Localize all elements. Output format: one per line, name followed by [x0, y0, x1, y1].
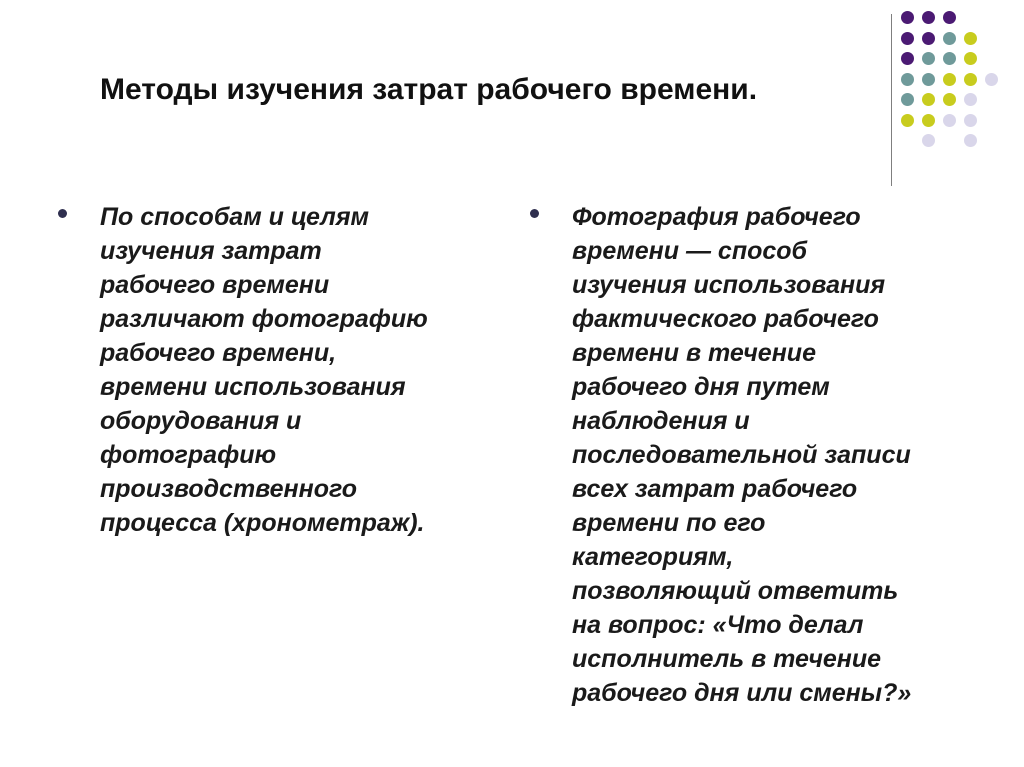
decorative-dot: [922, 93, 935, 106]
decorative-dot: [922, 114, 935, 127]
decorative-dot: [964, 32, 977, 45]
decorative-dot: [964, 93, 977, 106]
bullet-marker: [530, 209, 539, 218]
decorative-dot: [985, 73, 998, 86]
dot-grid-decoration: [901, 11, 1011, 171]
decorative-dot: [922, 73, 935, 86]
decorative-dot: [901, 52, 914, 65]
decorative-dot: [943, 32, 956, 45]
decorative-dot: [901, 11, 914, 24]
slide-title: Методы изучения затрат рабочего времени.: [100, 73, 758, 106]
right-bullet-text: Фотография рабочего времени — способ изучения использования фактического рабочего времени в течение рабочего дня путем наблюдения и последовательной записи всех затрат рабочего времени по его категориям, позволяющий ответить на вопрос: «Что делал исполнитель в течение рабочего дня или смены?»: [572, 203, 912, 707]
decorative-dot: [964, 134, 977, 147]
bullet-marker: [58, 209, 67, 218]
decorative-dot: [901, 73, 914, 86]
right-column: [530, 200, 1000, 710]
decorative-dot: [964, 114, 977, 127]
decorative-dot: [964, 73, 977, 86]
decorative-dot: [922, 134, 935, 147]
decorative-dot: [943, 93, 956, 106]
left-column: [58, 200, 488, 540]
decorative-dot: [964, 52, 977, 65]
decorative-dot: [901, 114, 914, 127]
decorative-dot: [922, 32, 935, 45]
decorative-dot: [901, 32, 914, 45]
vertical-divider: [891, 14, 892, 186]
decorative-dot: [943, 73, 956, 86]
decorative-dot: [943, 11, 956, 24]
left-bullet-text: По способам и целям изучения затрат рабочего времени различают фотографию рабочего времени, времени использования оборудования и фотографию производственного процесса (хронометраж).: [100, 203, 428, 537]
decorative-dot: [901, 93, 914, 106]
decorative-dot: [922, 52, 935, 65]
decorative-dot: [943, 114, 956, 127]
decorative-dot: [943, 52, 956, 65]
decorative-dot: [922, 11, 935, 24]
